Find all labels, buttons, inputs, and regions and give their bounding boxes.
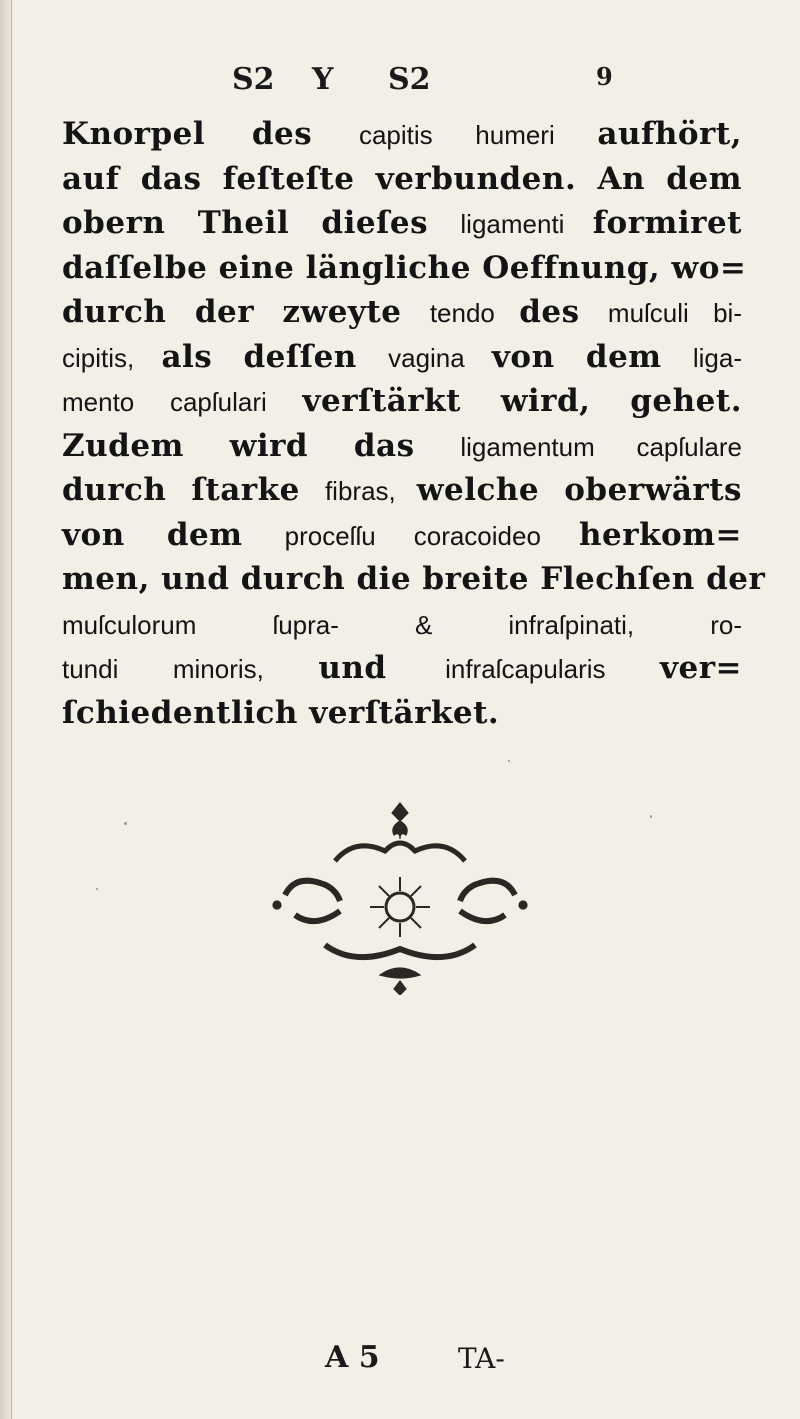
latin-text: tendo: [429, 298, 520, 328]
text-line: [62, 646, 742, 691]
german-text: verſtärkt wird, gehet.: [302, 383, 742, 419]
latin-text: proceſſu coracoideo: [284, 520, 579, 551]
latin-text: liga-: [692, 342, 743, 373]
ornament-lower-scroll: [325, 945, 475, 957]
page-number: 9: [596, 62, 613, 91]
ornament-upper-scroll: [335, 843, 465, 861]
header-right-mark: S2: [388, 62, 431, 97]
latin-text: mento capſulari: [62, 387, 303, 417]
text-line: [62, 246, 747, 291]
german-text: welche oberwärts: [416, 472, 743, 508]
ornament-left-scroll: [285, 881, 340, 921]
german-text: auf das feſteſte verbunden. An dem: [62, 160, 742, 197]
german-text: und: [318, 650, 446, 686]
latin-text: tundi minoris,: [62, 654, 319, 684]
running-header: [0, 62, 800, 102]
ornament-top-finial: [392, 803, 408, 839]
latin-text: ligamenti: [460, 209, 593, 239]
text-line: [62, 379, 742, 424]
latin-text: cipitis,: [62, 342, 162, 373]
latin-text: infraſcapularis: [445, 654, 660, 684]
ornament-bottom-finial: [380, 968, 420, 995]
header-left-mark: S2: [232, 62, 275, 97]
latin-text: fibras,: [324, 476, 417, 506]
text-line: [62, 424, 742, 469]
german-text: formiret: [592, 205, 742, 241]
german-text: ver=: [659, 650, 742, 686]
text-line: [62, 112, 742, 157]
paper-speck: [124, 822, 127, 825]
text-line: [62, 201, 742, 246]
german-text: herkom=: [578, 516, 742, 553]
text-line: [62, 468, 742, 513]
german-text: durch ſtarke: [62, 472, 325, 508]
german-text: aufhört,: [597, 116, 742, 152]
paper-speck: [508, 760, 510, 762]
text-line: [62, 691, 742, 736]
german-text: von dem: [62, 516, 285, 553]
german-text: daſſelbe eine längliche Oeffnung, wo=: [62, 249, 747, 286]
typographic-ornament-vignette: [255, 795, 545, 995]
latin-text: muſculorum ſupra- & infraſpinati, ro-: [62, 609, 742, 640]
text-line: [62, 513, 742, 558]
german-text: durch der zweyte: [62, 294, 430, 330]
text-line: [62, 602, 742, 647]
german-text: Zudem wird das: [62, 427, 461, 464]
latin-text: muſculi bi-: [607, 298, 742, 328]
german-text: Knorpel des: [62, 116, 359, 152]
paper-speck: [650, 815, 652, 818]
ornament-center-sunburst: [386, 893, 414, 921]
latin-text: vagina: [388, 342, 492, 373]
ornament-right-scroll: [460, 881, 515, 921]
main-paragraph: [62, 112, 766, 735]
german-text: von dem: [491, 338, 693, 375]
signature-mark: A 5: [325, 1340, 380, 1375]
latin-text: capitis humeri: [358, 120, 598, 150]
header-center-mark: Y: [312, 62, 334, 97]
catchword: TA-: [458, 1342, 505, 1375]
page-edge-line: [11, 0, 12, 1419]
german-text: ſchiedentlich verſtärket.: [62, 694, 500, 731]
text-line: [62, 157, 742, 202]
page-footer: [0, 1340, 800, 1380]
paper-speck: [96, 888, 98, 890]
text-line: [62, 290, 742, 335]
german-text: des: [519, 294, 608, 330]
german-text: men, und durch die breite Flechſen der: [62, 561, 766, 597]
text-line: [62, 557, 766, 602]
text-line: [62, 335, 742, 380]
german-text: als deſſen: [161, 338, 389, 375]
latin-text: ligamentum capſulare: [460, 431, 742, 462]
german-text: obern Theil dieſes: [62, 205, 461, 241]
